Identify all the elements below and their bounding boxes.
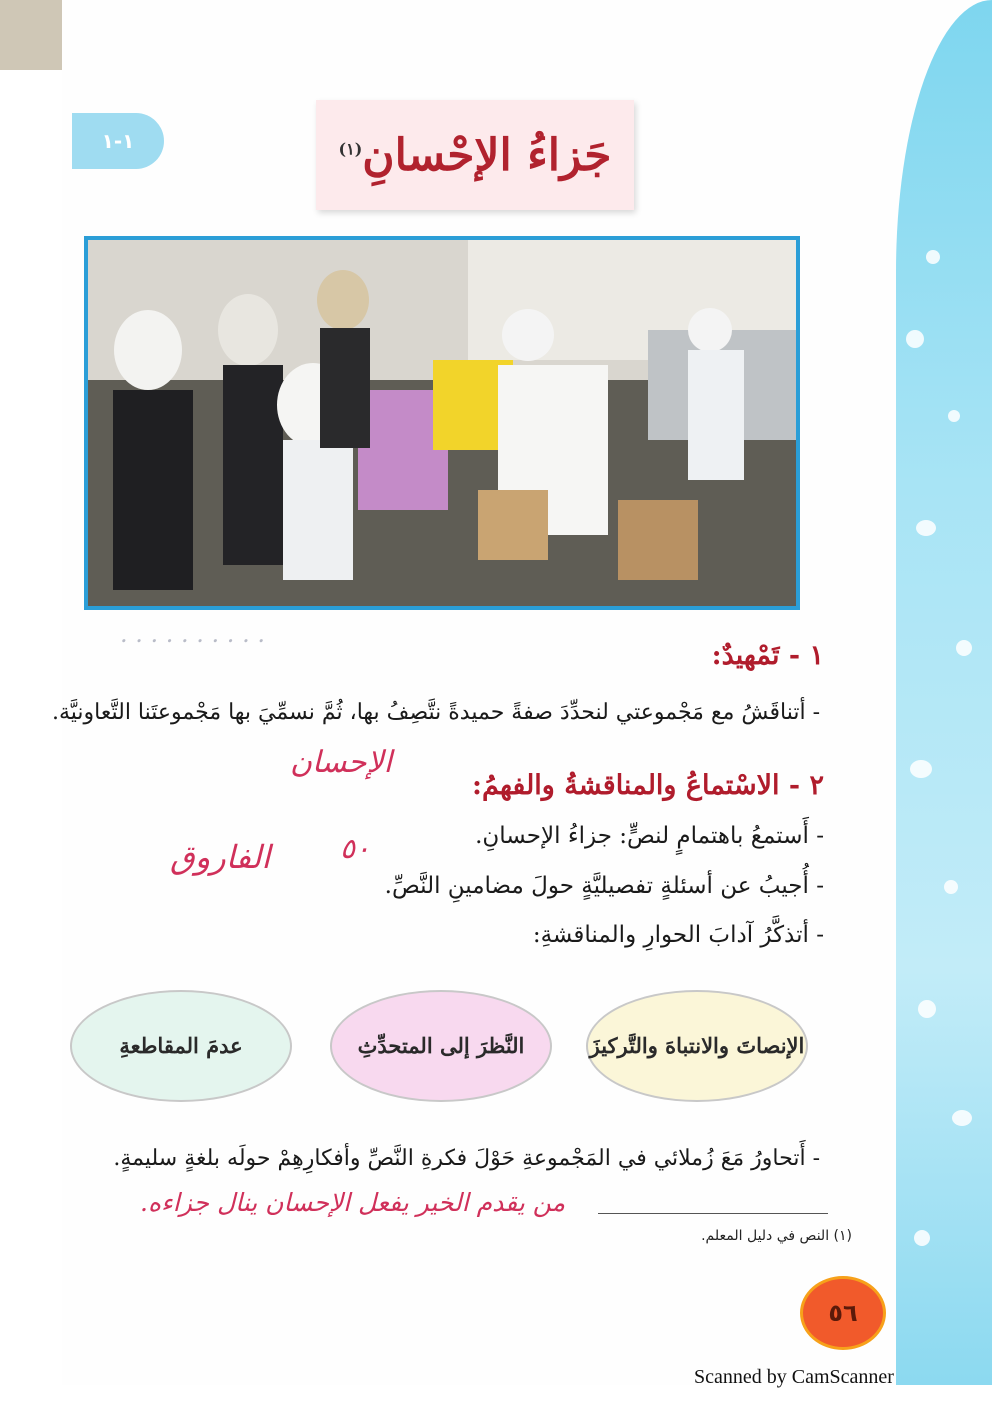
footnote: (١) النص في دليل المعلم. bbox=[701, 1228, 852, 1244]
bubble-decoration bbox=[910, 760, 932, 778]
title-box bbox=[316, 100, 634, 210]
section2-item-1: - أَستمعُ باهتمامٍ لنصٍّ: جزاءُ الإحسانِ. bbox=[475, 823, 824, 849]
lesson-photo bbox=[84, 236, 800, 610]
title-text: جَزاءُ الإحْسانِ bbox=[362, 129, 612, 181]
handwritten-note-3: ٥٠ bbox=[340, 832, 371, 865]
dialogue-instruction: - أَتحاورُ مَعَ زُملائي في المَجْموعةِ حَوْلَ فكرةِ النَّصِّ وأفكارِهِمْ حولَه بلغةٍ سليمةٍ. bbox=[113, 1146, 820, 1171]
bubble-decoration bbox=[918, 1000, 936, 1018]
section1-heading: ١ - تَمْهيدٌ: bbox=[711, 640, 824, 671]
page-number-badge bbox=[800, 1276, 886, 1350]
oval-listening: الإنصاتَ والانتباهَ والتَّركيزَ bbox=[586, 990, 808, 1102]
page-title bbox=[339, 130, 612, 181]
bubble-decoration bbox=[952, 1110, 972, 1126]
bubble-decoration bbox=[948, 410, 960, 422]
page-number: ٥٦ bbox=[828, 1299, 858, 1327]
bubble-decoration bbox=[926, 250, 940, 264]
bubble-decoration bbox=[916, 520, 936, 536]
handwritten-note-1: الإحسان bbox=[290, 745, 392, 780]
section1-line: - أتناقَشُ مع مَجْموعتي لنحدِّدَ صفةً حميدةً نتَّصِفُ بها، ثُمَّ نسمِّيَ بها مَجْموعتَنا التَّعاونيَّة. bbox=[51, 700, 820, 725]
bubble-decoration bbox=[906, 330, 924, 348]
scanner-watermark: Scanned by CamScanner bbox=[694, 1366, 894, 1388]
oval-looking-at-speaker: النَّظرَ إلى المتحدِّثِ bbox=[330, 990, 552, 1102]
bubble-decoration bbox=[956, 640, 972, 656]
title-footnote-mark: (١) bbox=[338, 138, 363, 158]
section2-item-2: - أُجيبُ عن أسئلةٍ تفصيليَّةٍ حولَ مضامينِ النَّصِّ. bbox=[384, 873, 824, 899]
footnote-divider bbox=[598, 1213, 828, 1214]
section2-heading: ٢ - الاسْتماعُ والمناقشةُ والفهمُ: bbox=[472, 770, 824, 801]
bubble-decoration bbox=[914, 1230, 930, 1246]
oval-no-interruption: عدمَ المقاطعةِ bbox=[70, 990, 292, 1102]
decorative-side-strip bbox=[896, 0, 992, 1385]
section2-item-3: - أتذكَّرُ آدابَ الحوارِ والمناقشةِ: bbox=[532, 922, 824, 948]
lesson-number-tab: ١-١ bbox=[72, 113, 164, 169]
photo-illustration bbox=[88, 240, 796, 606]
handwritten-answer: من يقدم الخير يفعل الإحسان ينال جزاءه. bbox=[140, 1188, 566, 1217]
bubble-decoration bbox=[944, 880, 958, 894]
ghost-handwriting: . . . . . . . . . . bbox=[120, 620, 265, 648]
handwritten-note-2: الفاروق bbox=[170, 838, 271, 876]
